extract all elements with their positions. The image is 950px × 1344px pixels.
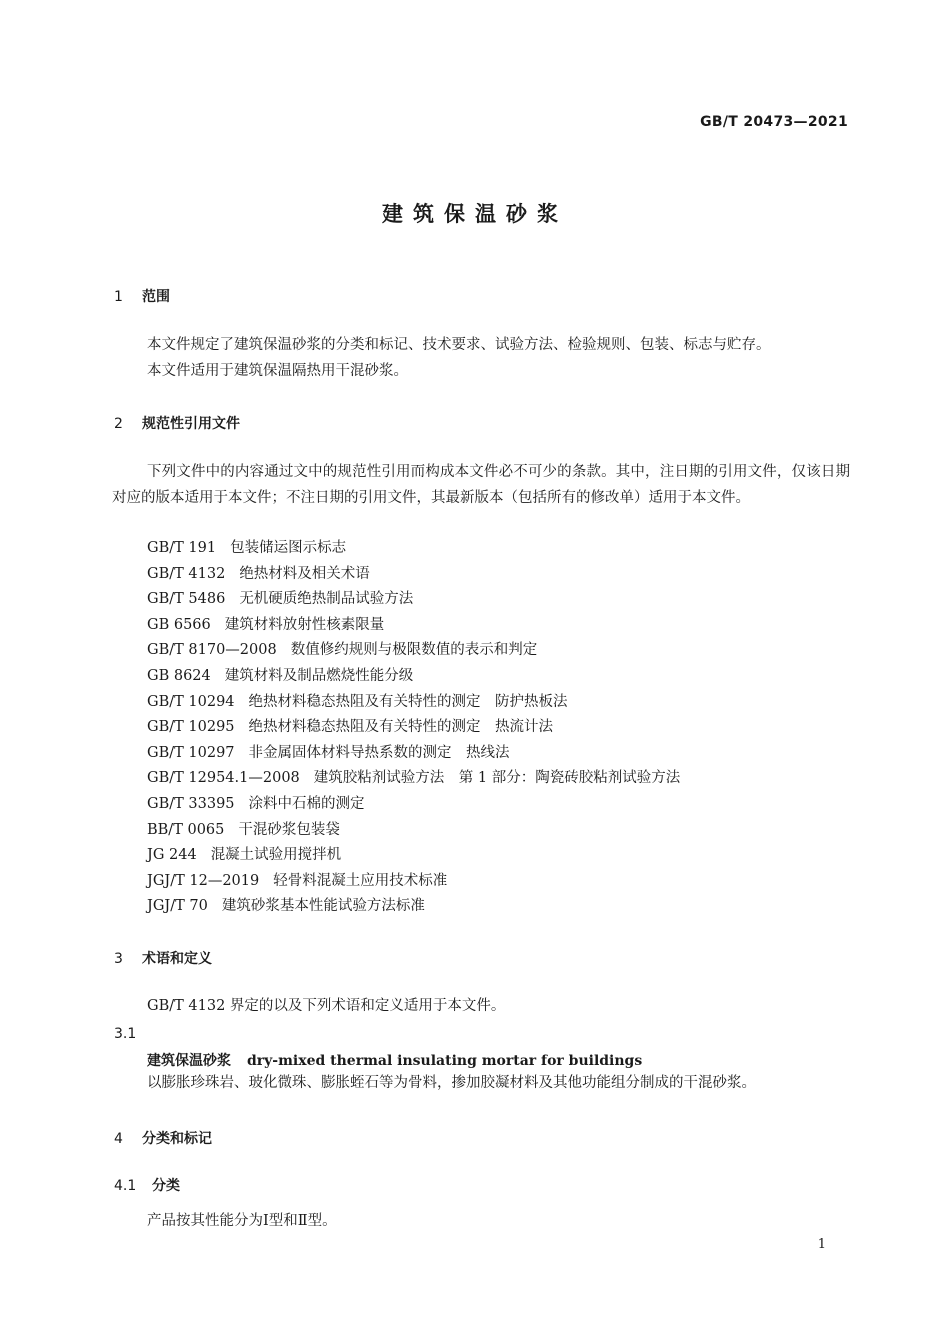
section-number: 2	[114, 416, 123, 432]
reference-item	[147, 664, 680, 690]
reference-code: GB/T 10297	[147, 744, 235, 761]
section-2-heading	[114, 413, 240, 433]
references-intro: 下列文件中的内容通过文中的规范性引用而构成本文件必不可少的条款。其中，注日期的引用文件，仅该日期对应的版本适用于本文件；不注日期的引用文件，其最新版本（包括所有的修改单）适用于本文件。	[112, 464, 850, 506]
reference-name: 建筑砂浆基本性能试验方法标准	[221, 898, 425, 915]
terms-intro: GB/T 4132 界定的以及下列术语和定义适用于本文件。	[147, 998, 506, 1014]
reference-name: 非金属固体材料导热系数的测定 热线法	[248, 744, 510, 761]
subsection-number: 4.1	[114, 1178, 137, 1194]
reference-item	[147, 894, 680, 920]
section-4-heading	[114, 1128, 212, 1148]
reference-name: 绝热材料稳态热阻及有关特性的测定 防护热板法	[248, 693, 568, 710]
term-name-chinese: 建筑保温砂浆	[147, 1053, 231, 1069]
term-name-english: dry-mixed thermal insulating mortar for buildings	[247, 1053, 643, 1069]
term-number: 3.1	[114, 1026, 137, 1042]
reference-name: 数值修约规则与极限数值的表示和判定	[290, 642, 538, 659]
reference-item	[147, 766, 680, 792]
section-number: 3	[114, 951, 123, 967]
reference-code: GB/T 33395	[147, 795, 235, 812]
reference-item	[147, 818, 680, 844]
section-title: 分类和标记	[142, 1131, 212, 1147]
paragraph: 本文件适用于建筑保温隔热用干混砂浆。	[147, 363, 408, 379]
reference-list	[147, 536, 680, 920]
reference-code: JGJ/T 70	[147, 898, 208, 915]
reference-code: GB/T 5486	[147, 591, 226, 608]
reference-code: GB/T 12954.1—2008	[147, 770, 300, 787]
reference-item	[147, 587, 680, 613]
reference-item	[147, 792, 680, 818]
reference-code: GB 6566	[147, 616, 211, 633]
term-name	[147, 1050, 642, 1070]
reference-item	[147, 690, 680, 716]
reference-name: 建筑胶粘剂试验方法 第 1 部分：陶瓷砖胶粘剂试验方法	[313, 770, 681, 787]
section-1-heading	[114, 286, 170, 306]
reference-name: 轻骨料混凝土应用技术标准	[273, 872, 448, 889]
reference-code: GB/T 10294	[147, 693, 235, 710]
document-title: 建筑保温砂浆	[382, 202, 568, 226]
reference-item	[147, 613, 680, 639]
reference-code: BB/T 0065	[147, 821, 225, 838]
section-title: 术语和定义	[142, 951, 212, 967]
page-number: 1	[817, 1237, 826, 1252]
paragraph: 本文件规定了建筑保温砂浆的分类和标记、技术要求、试验方法、检验规则、包装、标志与贮存。	[147, 337, 771, 353]
section-number: 1	[114, 289, 123, 305]
reference-item	[147, 843, 680, 869]
section-title: 范围	[142, 289, 170, 305]
reference-code: GB 8624	[147, 667, 211, 684]
reference-name: 建筑材料放射性核素限量	[224, 616, 385, 633]
reference-code: JGJ/T 12—2019	[147, 872, 260, 889]
section-3-heading	[114, 948, 212, 968]
reference-item	[147, 562, 680, 588]
section-title: 规范性引用文件	[142, 416, 240, 432]
term-definition: 以膨胀珍珠岩、玻化微珠、膨胀蛭石等为骨料，掺加胶凝材料及其他功能组分制成的干混砂浆。	[147, 1075, 756, 1091]
reference-item	[147, 638, 680, 664]
reference-code: GB/T 4132	[147, 565, 226, 582]
reference-item	[147, 869, 680, 895]
reference-name: 干混砂浆包装袋	[238, 821, 340, 838]
reference-name: 无机硬质绝热制品试验方法	[239, 591, 414, 608]
standard-code: GB/T 20473—2021	[700, 114, 848, 130]
reference-name: 涂料中石棉的测定	[248, 795, 365, 812]
reference-code: JG 244	[147, 847, 197, 864]
reference-name: 建筑材料及制品燃烧性能分级	[224, 667, 414, 684]
subsection-4-1-heading	[114, 1175, 180, 1195]
reference-item	[147, 741, 680, 767]
reference-name: 绝热材料稳态热阻及有关特性的测定 热流计法	[248, 719, 554, 736]
reference-name: 包装储运图示标志	[230, 540, 347, 556]
reference-item	[147, 536, 680, 562]
subsection-title: 分类	[152, 1178, 180, 1194]
reference-code: GB/T 8170—2008	[147, 642, 277, 659]
reference-name: 混凝土试验用搅拌机	[210, 847, 342, 864]
reference-item	[147, 715, 680, 741]
reference-code: GB/T 10295	[147, 719, 235, 736]
paragraph: 产品按其性能分为Ⅰ型和Ⅱ型。	[147, 1213, 337, 1229]
section-number: 4	[114, 1131, 123, 1147]
reference-code: GB/T 191	[147, 540, 217, 556]
reference-name: 绝热材料及相关术语	[239, 565, 370, 582]
